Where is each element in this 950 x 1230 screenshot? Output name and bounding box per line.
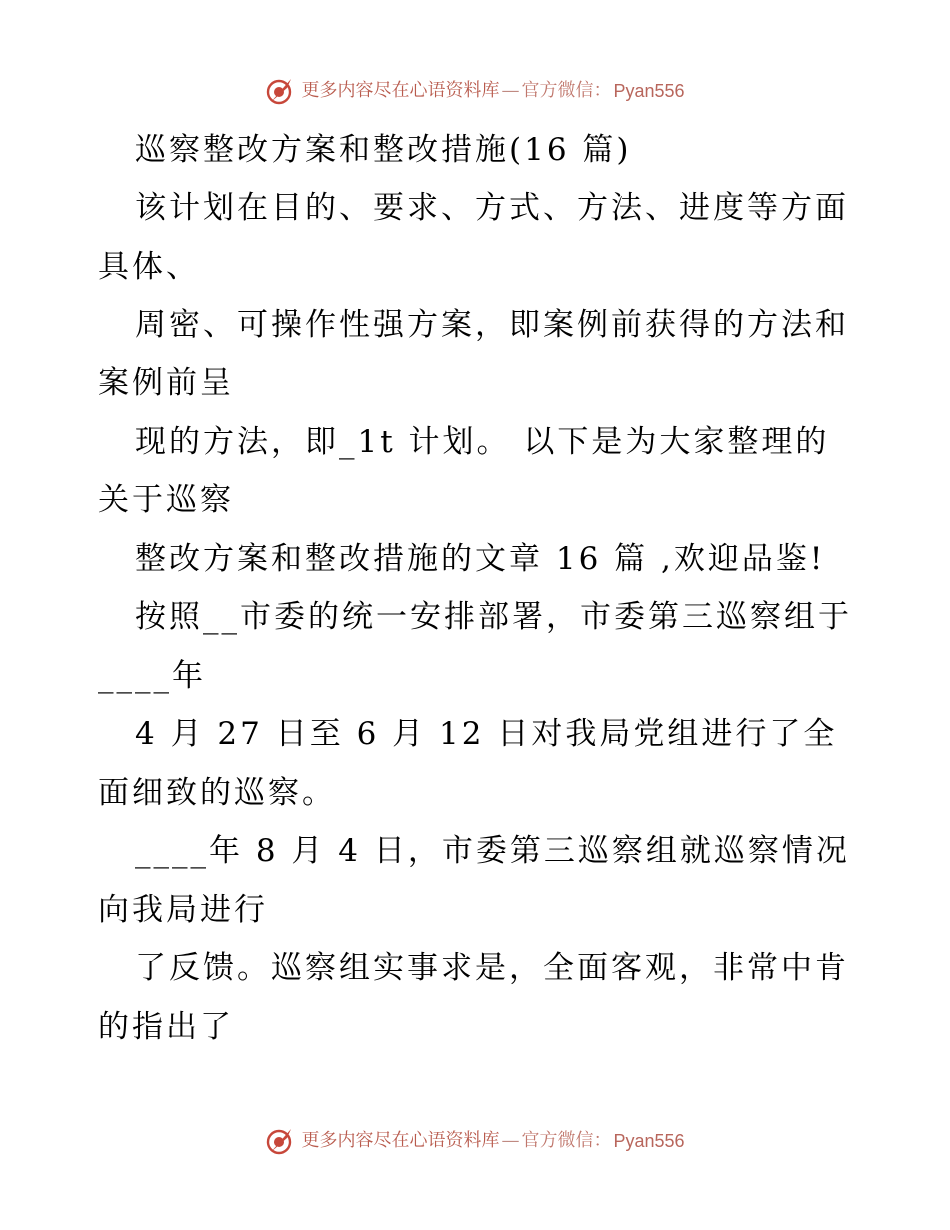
banner-separator: —: [501, 80, 520, 101]
footer-banner: [0, 1126, 950, 1156]
text-line: 4 月 27 日至 6 月 12 日对我局党组进行了全: [135, 716, 838, 752]
quill-pen-seal-icon: [265, 76, 295, 106]
banner-separator: —: [501, 1130, 520, 1151]
text-line: 该计划在目的、要求、方式、方法、进度等方面: [135, 190, 849, 226]
quill-pen-seal-icon: [265, 1126, 295, 1156]
header-banner: [0, 76, 950, 106]
text-line: 面细致的巡察。: [98, 775, 336, 811]
banner-label: 官方微信：: [521, 1130, 612, 1151]
document-title: 巡察整改方案和整改措施(16 篇): [135, 132, 632, 168]
banner-brand-text: 更多内容尽在心语资料库: [301, 1130, 500, 1151]
banner-label: 官方微信：: [521, 80, 612, 101]
text-line: 向我局进行: [98, 892, 268, 928]
text-line: 了反馈。巡察组实事求是，全面客观，非常中肯: [135, 950, 849, 986]
text-line: 具体、: [98, 249, 200, 285]
text-line: 案例前呈: [98, 365, 234, 401]
text-line: ____年 8 月 4 日，市委第三巡察组就巡察情况: [135, 833, 850, 869]
text-line: ____年: [98, 658, 206, 694]
banner-brand-text: 更多内容尽在心语资料库: [301, 80, 500, 101]
text-line: 的指出了: [98, 1009, 234, 1045]
text-line: 按照__市委的统一安排部署，市委第三巡察组于: [135, 599, 852, 635]
banner-wechat-id: Pyan556: [613, 1131, 685, 1151]
text-line: 周密、可操作性强方案，即案例前获得的方法和: [135, 307, 849, 343]
text-line: 现的方法，即_1t 计划。 以下是为大家整理的: [135, 424, 830, 460]
text-line: 整改方案和整改措施的文章 16 篇 ,欢迎品鉴!: [135, 541, 826, 577]
banner-wechat-id: Pyan556: [613, 81, 685, 101]
text-line: 关于巡察: [98, 482, 234, 518]
